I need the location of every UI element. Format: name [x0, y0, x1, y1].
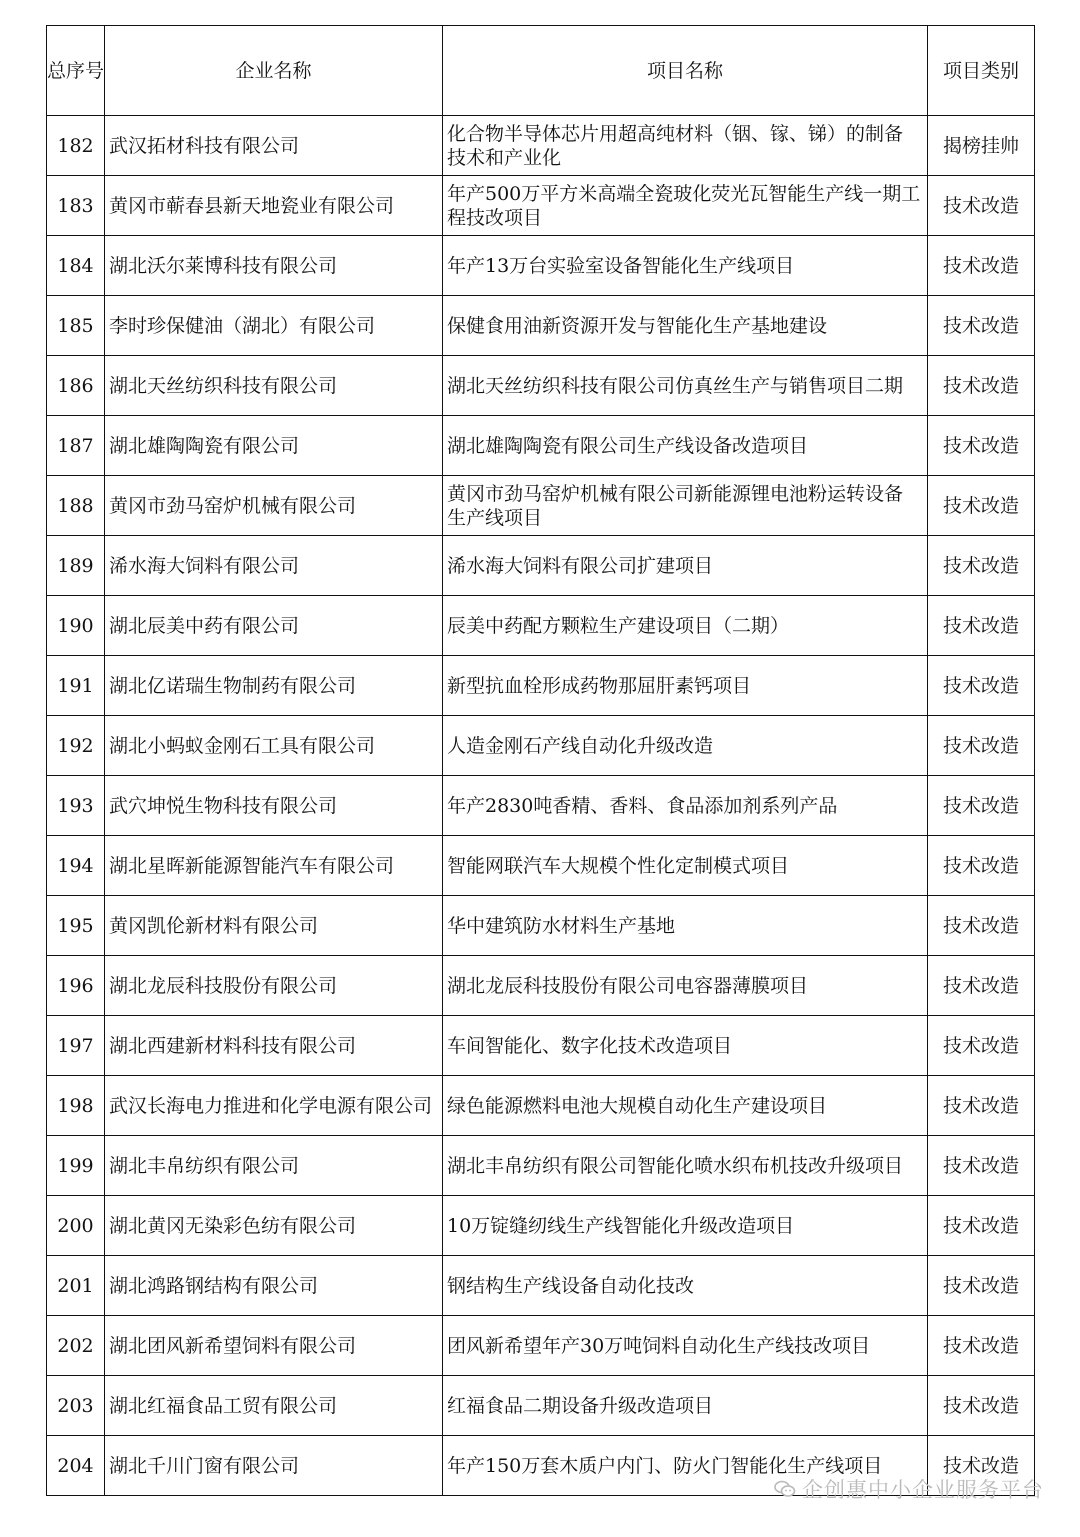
table-row: [47, 1316, 1035, 1376]
table-row: [47, 1256, 1035, 1316]
watermark: [774, 1474, 1044, 1504]
table-row: [47, 416, 1035, 476]
row-company: 湖北黄冈无染彩色纺有限公司: [105, 1196, 443, 1256]
row-category: 技术改造: [928, 1256, 1035, 1316]
row-project: 辰美中药配方颗粒生产建设项目（二期）: [443, 596, 928, 656]
row-category: 技术改造: [928, 896, 1035, 956]
row-category: 技术改造: [928, 176, 1035, 236]
row-company: 李时珍保健油（湖北）有限公司: [105, 296, 443, 356]
table-row: [47, 1076, 1035, 1136]
row-company: 黄冈凯伦新材料有限公司: [105, 896, 443, 956]
row-company: 湖北西建新材料科技有限公司: [105, 1016, 443, 1076]
row-category: 技术改造: [928, 1316, 1035, 1376]
row-project: 湖北丰帛纺织有限公司智能化喷水织布机技改升级项目: [443, 1136, 928, 1196]
row-company: 武穴坤悦生物科技有限公司: [105, 776, 443, 836]
table-row: [47, 956, 1035, 1016]
table-row: [47, 716, 1035, 776]
row-project: 浠水海大饲料有限公司扩建项目: [443, 536, 928, 596]
table-row: [47, 836, 1035, 896]
row-project: 年产500万平方米高端全瓷玻化荧光瓦智能生产线一期工程技改项目: [443, 176, 928, 236]
row-index: 203: [47, 1376, 105, 1436]
row-index: 201: [47, 1256, 105, 1316]
row-index: 192: [47, 716, 105, 776]
table-row: [47, 1016, 1035, 1076]
table-row: [47, 296, 1035, 356]
header-project: 项目名称: [443, 26, 928, 116]
row-project: 钢结构生产线设备自动化技改: [443, 1256, 928, 1316]
table-row: [47, 176, 1035, 236]
row-project: 10万锭缝纫线生产线智能化升级改造项目: [443, 1196, 928, 1256]
row-index: 184: [47, 236, 105, 296]
row-company: 黄冈市蕲春县新天地瓷业有限公司: [105, 176, 443, 236]
table-row: [47, 1376, 1035, 1436]
row-project: 湖北龙辰科技股份有限公司电容器薄膜项目: [443, 956, 928, 1016]
row-category: 技术改造: [928, 476, 1035, 536]
row-index: 200: [47, 1196, 105, 1256]
row-index: 194: [47, 836, 105, 896]
row-category: 技术改造: [928, 1016, 1035, 1076]
table-row: [47, 1196, 1035, 1256]
row-category: 技术改造: [928, 536, 1035, 596]
row-project: 年产150万套木质户内门、防火门智能化生产线项目: [443, 1436, 928, 1496]
row-company: 湖北星晖新能源智能汽车有限公司: [105, 836, 443, 896]
row-project: 绿色能源燃料电池大规模自动化生产建设项目: [443, 1076, 928, 1136]
row-project: 湖北雄陶陶瓷有限公司生产线设备改造项目: [443, 416, 928, 476]
row-project: 化合物半导体芯片用超高纯材料（铟、镓、锑）的制备技术和产业化: [443, 116, 928, 176]
header-company: 企业名称: [105, 26, 443, 116]
row-category: 技术改造: [928, 596, 1035, 656]
row-company: 湖北辰美中药有限公司: [105, 596, 443, 656]
row-company: 湖北沃尔莱博科技有限公司: [105, 236, 443, 296]
table-row: [47, 116, 1035, 176]
row-company: 湖北天丝纺织科技有限公司: [105, 356, 443, 416]
row-category: 技术改造: [928, 236, 1035, 296]
row-category: 技术改造: [928, 776, 1035, 836]
row-category: 技术改造: [928, 416, 1035, 476]
row-index: 191: [47, 656, 105, 716]
row-project: 人造金刚石产线自动化升级改造: [443, 716, 928, 776]
row-index: 183: [47, 176, 105, 236]
row-company: 湖北龙辰科技股份有限公司: [105, 956, 443, 1016]
table-row: [47, 356, 1035, 416]
row-category: 技术改造: [928, 1376, 1035, 1436]
table-row: [47, 896, 1035, 956]
watermark-text: 企创惠中小企业服务平台: [802, 1478, 1044, 1502]
table-row: [47, 776, 1035, 836]
row-category: 技术改造: [928, 1136, 1035, 1196]
row-project: 红福食品二期设备升级改造项目: [443, 1376, 928, 1436]
header-row: [47, 26, 1035, 116]
row-project: 湖北天丝纺织科技有限公司仿真丝生产与销售项目二期: [443, 356, 928, 416]
row-category: 技术改造: [928, 836, 1035, 896]
row-index: 185: [47, 296, 105, 356]
table-row: [47, 656, 1035, 716]
row-index: 204: [47, 1436, 105, 1496]
table-row: [47, 596, 1035, 656]
row-category: 技术改造: [928, 956, 1035, 1016]
row-company: 湖北丰帛纺织有限公司: [105, 1136, 443, 1196]
row-company: 浠水海大饲料有限公司: [105, 536, 443, 596]
row-project: 年产13万台实验室设备智能化生产线项目: [443, 236, 928, 296]
row-project: 年产2830吨香精、香料、食品添加剂系列产品: [443, 776, 928, 836]
row-index: 202: [47, 1316, 105, 1376]
row-company: 武汉长海电力推进和化学电源有限公司: [105, 1076, 443, 1136]
row-category: 揭榜挂帅: [928, 116, 1035, 176]
row-company: 湖北亿诺瑞生物制药有限公司: [105, 656, 443, 716]
row-index: 187: [47, 416, 105, 476]
table-row: [47, 1136, 1035, 1196]
header-category: 项目类别: [928, 26, 1035, 116]
row-index: 186: [47, 356, 105, 416]
row-category: 技术改造: [928, 356, 1035, 416]
row-project: 保健食用油新资源开发与智能化生产基地建设: [443, 296, 928, 356]
row-index: 195: [47, 896, 105, 956]
row-project: 团风新希望年产30万吨饲料自动化生产线技改项目: [443, 1316, 928, 1376]
row-category: 技术改造: [928, 1076, 1035, 1136]
row-company: 黄冈市劲马窑炉机械有限公司: [105, 476, 443, 536]
project-table: [46, 25, 1035, 1496]
row-project: 智能网联汽车大规模个性化定制模式项目: [443, 836, 928, 896]
table-row: [47, 236, 1035, 296]
row-company: 湖北千川门窗有限公司: [105, 1436, 443, 1496]
row-index: 189: [47, 536, 105, 596]
row-company: 湖北鸿路钢结构有限公司: [105, 1256, 443, 1316]
row-category: 技术改造: [928, 716, 1035, 776]
row-project: 车间智能化、数字化技术改造项目: [443, 1016, 928, 1076]
row-index: 193: [47, 776, 105, 836]
row-index: 182: [47, 116, 105, 176]
row-project: 黄冈市劲马窑炉机械有限公司新能源锂电池粉运转设备生产线项目: [443, 476, 928, 536]
row-category: 技术改造: [928, 1436, 1035, 1496]
row-index: 197: [47, 1016, 105, 1076]
row-index: 199: [47, 1136, 105, 1196]
row-company: 武汉拓材科技有限公司: [105, 116, 443, 176]
row-index: 198: [47, 1076, 105, 1136]
row-company: 湖北小蚂蚁金刚石工具有限公司: [105, 716, 443, 776]
table-row: [47, 476, 1035, 536]
row-company: 湖北雄陶陶瓷有限公司: [105, 416, 443, 476]
row-project: 新型抗血栓形成药物那屈肝素钙项目: [443, 656, 928, 716]
row-project: 华中建筑防水材料生产基地: [443, 896, 928, 956]
row-index: 188: [47, 476, 105, 536]
row-category: 技术改造: [928, 656, 1035, 716]
row-index: 190: [47, 596, 105, 656]
row-company: 湖北团风新希望饲料有限公司: [105, 1316, 443, 1376]
row-index: 196: [47, 956, 105, 1016]
wechat-icon: [774, 1480, 796, 1498]
row-company: 湖北红福食品工贸有限公司: [105, 1376, 443, 1436]
table-row: [47, 536, 1035, 596]
row-category: 技术改造: [928, 1196, 1035, 1256]
header-index: 总序号: [47, 26, 105, 116]
row-category: 技术改造: [928, 296, 1035, 356]
